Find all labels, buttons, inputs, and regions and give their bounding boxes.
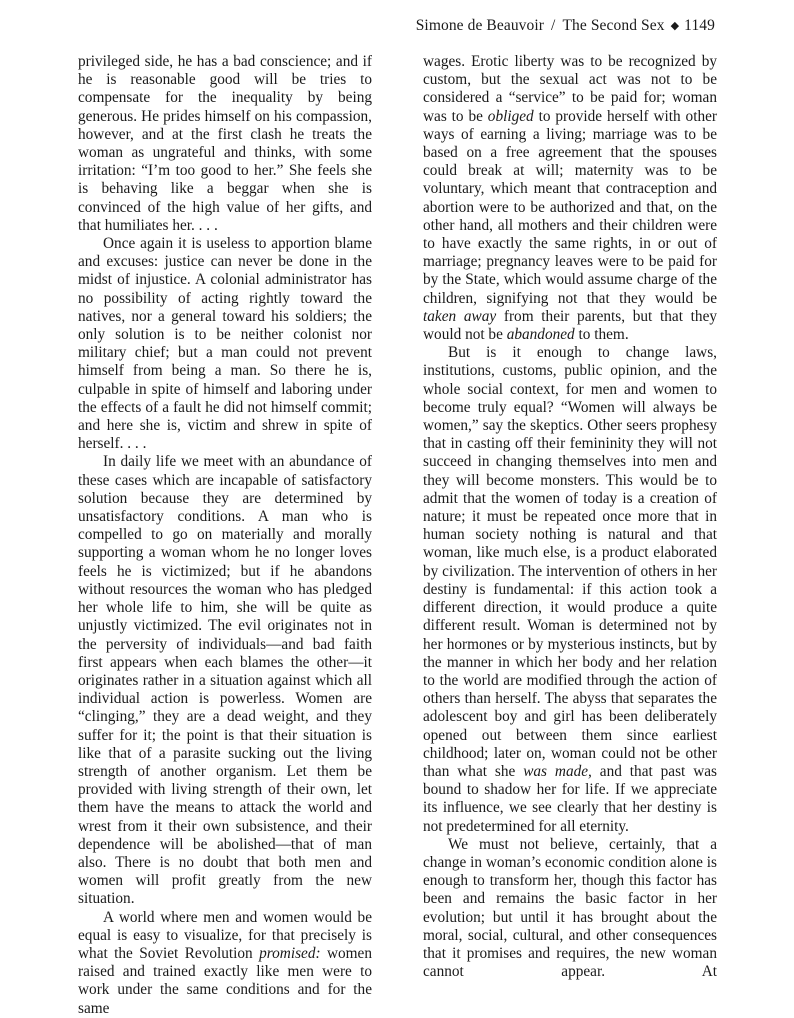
emphasis-text: taken away	[423, 307, 497, 325]
paragraph	[423, 53, 717, 344]
paragraph-text: But is it enough to change laws, institutions, customs, public opinion, and the whole social context, for men and women to become truly equal? “Women will always be women,” say the skeptics. Other seers prophesy that in casting off their femininity they will not succeed in changing themselves into men and they will become monsters. This would be to admit that the women of today is a creation of nature; it must be repeated once more that in human society nothing is natural and that woman, like much else, is a product elaborated by civilization. The intervention of others in her destiny is fundamental: if this action took a different direction, it would produce a quite different result. Woman is determined not by her hormones or by mysterious instincts, but by the manner in which her body and her relation to the world are modified through the action of others than herself. The abyss that separates the adolescent boy and girl has been deliberately opened out between them since earliest childhood; later on, woman could not be other than what she	[423, 344, 717, 780]
emphasis-text: obliged	[487, 107, 534, 125]
right-column	[423, 53, 717, 981]
paragraph	[78, 453, 372, 908]
header-title: The Second Sex	[562, 17, 665, 34]
emphasis-text: abandoned	[506, 326, 575, 344]
emphasis-text: promised:	[259, 944, 321, 962]
paragraph-text: to them.	[574, 326, 629, 344]
paragraph-text: privileged side, he has a bad conscience; and if he is reasonable good will be tries to compensate for the inequality by being generous. He prides himself on his compassion, however, and at the first clash he treats the woman as ungrateful and thinks, with some irritation: “I’m too good to her.” She feels she is behaving like a beggar when she is convinced of the high value of her gifts, and that humiliates her. . . .	[78, 53, 372, 234]
paragraph-text: from their parents, but that they would not be	[423, 307, 718, 344]
header-author: Simone de Beauvoir	[415, 17, 545, 34]
paragraph-text: and that past was bound to shadow her for life. If we appreciate its influence, we see clearly that her destiny is not predetermined for all eternity.	[423, 762, 717, 835]
header-separator: /	[551, 17, 556, 34]
paragraph-text: wages. Erotic liberty was to be recognized by custom, but the sexual act was not to be considered a “service” to be paid for; woman was to be	[423, 53, 717, 125]
paragraph	[423, 344, 717, 835]
paragraph-text: In daily life we meet with an abundance of these cases which are incapable of satisfactory solution because they are determined by unsatisfactory conditions. A man who is compelled to go on materially and morally supporting a woman whom he no longer loves feels he is victimized; but if he abandons without resources the woman who has pledged her whole life to him, she will be quite as unjustly victimized. The evil originates not in the perversity of individuals—and bad faith first appears when each blames the other—it originates rather in a situation against which all individual action is powerless. Women are “clinging,” they are a dead weight, and they suffer for it; the point is that their situation is like that of a parasite sucking out the living strength of another organism. Let them be provided with living strength of their own, let them have the means to attack the world and wrest from it their own subsistence, and their dependence will be abolished—that of man also. There is no doubt that both men and women will profit greatly from the new situation.	[78, 453, 372, 908]
paragraph-text: Once again it is useless to apportion blame and excuses: justice can never be done in the midst of injustice. A colonial administrator has no possibility of acting rightly toward the natives, nor a general toward his soldiers; the only solution is to be neither colonist nor military chief; but a man could not prevent himself from being a man. So there he is, culpable in spite of himself and laboring under the effects of a fault he did not himself commit; and here she is, victim and shrew in spite of herself. . . .	[78, 235, 372, 453]
paragraph-text: We must not believe, certainly, that a change in woman’s economic condition alone is enough to transform her, though this factor has been and remains the basic factor in her evolution; but until it has brought about the moral, social, cultural, and other consequences that it promises and requires, the new woman cannot appear. At	[423, 835, 717, 981]
paragraph	[78, 235, 372, 453]
emphasis-text: was made,	[523, 762, 592, 780]
paragraph-text: to provide herself with other ways of earning a living; marriage was to be based on a free agreement that the spouses could break at will; maternity was to be voluntary, which meant that contraception and abortion were to be authorized and that, on the other hand, all mothers and their children were to have exactly the same rights, in or out of marriage; pregnancy leaves were to be paid for by the State, which would assume charge of the children, signifying not that they would be	[423, 107, 717, 307]
paragraph-text: A world where men and women would be equal is easy to visualize, for that precisely is what the Soviet Revolution	[78, 908, 372, 962]
paragraph	[78, 909, 372, 1018]
paragraph	[78, 53, 372, 235]
left-column	[78, 53, 372, 1018]
running-header	[416, 17, 715, 35]
paragraph-text: women raised and trained exactly like men were to work under the same conditions and for the same	[78, 944, 372, 1017]
paragraph	[423, 836, 717, 982]
diamond-ornament-icon: ◆	[670, 20, 680, 32]
page-number: 1149	[684, 17, 715, 34]
